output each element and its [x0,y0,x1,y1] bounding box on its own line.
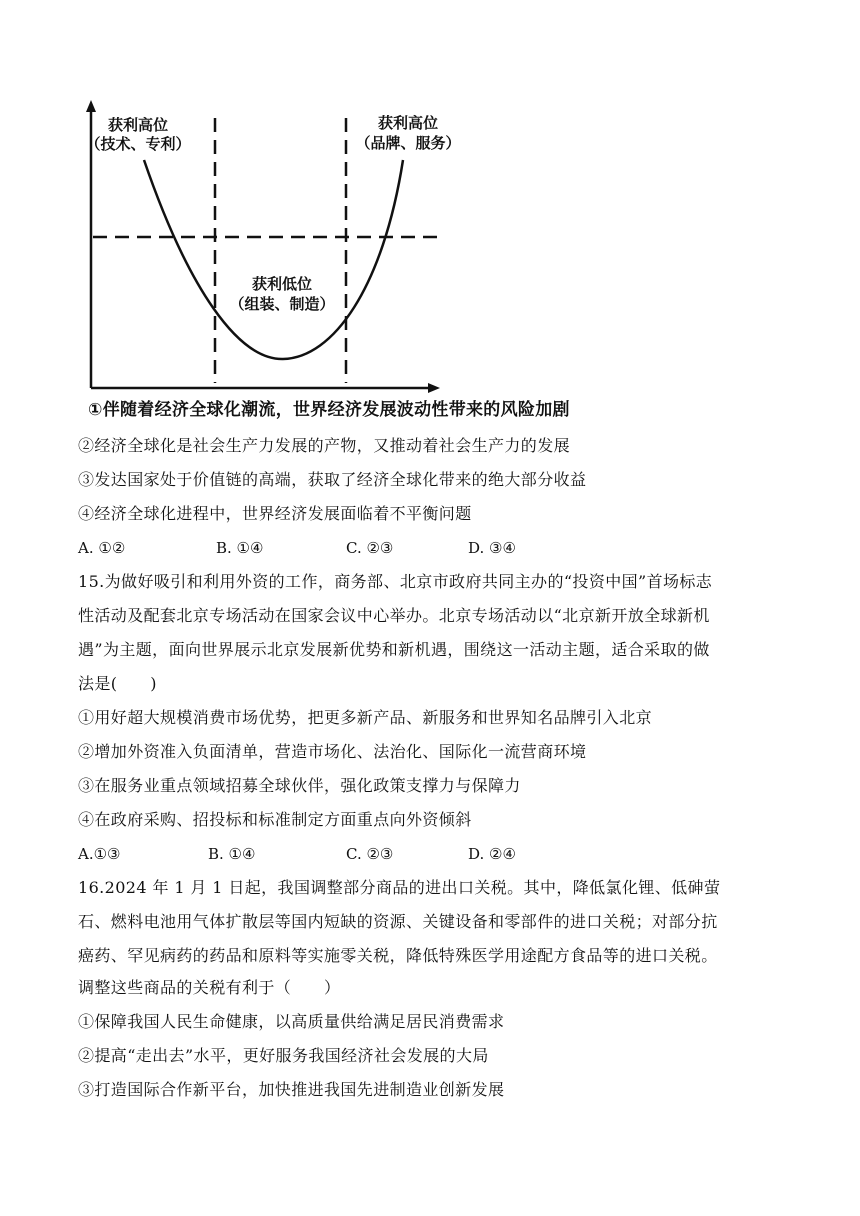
q16-item-1: ①保障我国人民生命健康，以高质量供给满足居民消费需求 [78,1012,505,1031]
q15-stem-line-3: 遇”为主题，面向世界展示北京发展新优势和新机遇，围绕这一活动主题，适合采取的做 [78,640,710,659]
smile-curve-diagram [78,98,638,428]
q15-option-a: A.①③ [78,845,121,863]
q14-item-4: ④经济全球化进程中，世界经济发展面临着不平衡问题 [78,504,472,523]
q14-option-a: A. ①② [78,539,126,557]
y-axis-arrow [86,100,96,112]
q15-item-4: ④在政府采购、招投标和标准制定方面重点向外资倾斜 [78,810,472,829]
q14-option-c: C. ②③ [346,539,394,557]
q16-item-2: ②提高“走出去”水平，更好服务我国经济社会发展的大局 [78,1046,489,1065]
q16-item-3: ③打造国际合作新平台，加快推进我国先进制造业创新发展 [78,1080,505,1099]
q15-option-b: B. ①④ [208,845,256,863]
q15-stem-line-2: 性活动及配套北京专场活动在国家会议中心举办。北京专场活动以“北京新开放全球新机 [78,606,710,625]
q15-stem-line-1: 15.为做好吸引和利用外资的工作，商务部、北京市政府共同主办的“投资中国”首场标志 [78,572,713,591]
q15-item-2: ②增加外资准入负面清单，营造市场化、法治化、国际化一流营商环境 [78,742,587,761]
label-right-line2: （品牌、服务） [355,134,461,152]
q14-option-d: D. ③④ [468,539,516,557]
q15-item-3: ③在服务业重点领域招募全球伙伴，强化政策支撑力与保障力 [78,776,521,795]
smile-curve [144,160,403,359]
q16-stem-line-3: 癌药、罕见病药的药品和原料等实施零关税，降低特殊医学用途配方食品等的进口关税。 [78,946,718,965]
q15-option-d: D. ②④ [468,845,516,863]
label-bottom-line2: （组装、制造） [229,295,335,313]
label-left-line2: （技术、专利） [85,135,191,153]
smile-curve-figure [78,98,638,428]
q16-stem-line-1: 16.2024 年 1 月 1 日起，我国调整部分商品的进出口关税。其中，降低氯化锂、低砷萤 [78,878,721,897]
q14-item-1: ①伴随着经济全球化潮流，世界经济发展波动性带来的风险加剧 [88,400,570,420]
q15-stem-line-4: 法是( ) [78,674,157,693]
q14-item-3: ③发达国家处于价值链的高端，获取了经济全球化带来的绝大部分收益 [78,470,587,489]
label-right-line1: 获利高位 [377,114,439,132]
label-bottom-line1: 获利低位 [251,275,313,293]
label-left-line1: 获利高位 [107,116,169,134]
q16-stem-line-4: 调整这些商品的关税有利于（ ） [78,978,341,997]
q14-item-2: ②经济全球化是社会生产力发展的产物，又推动着社会生产力的发展 [78,436,571,455]
q15-option-c: C. ②③ [346,845,394,863]
q15-item-1: ①用好超大规模消费市场优势，把更多新产品、新服务和世界知名品牌引入北京 [78,708,653,727]
q14-option-b: B. ①④ [216,539,264,557]
x-axis-arrow [428,383,440,393]
q16-stem-line-2: 石、燃料电池用气体扩散层等国内短缺的资源、关键设备和零部件的进口关税；对部分抗 [78,912,718,931]
